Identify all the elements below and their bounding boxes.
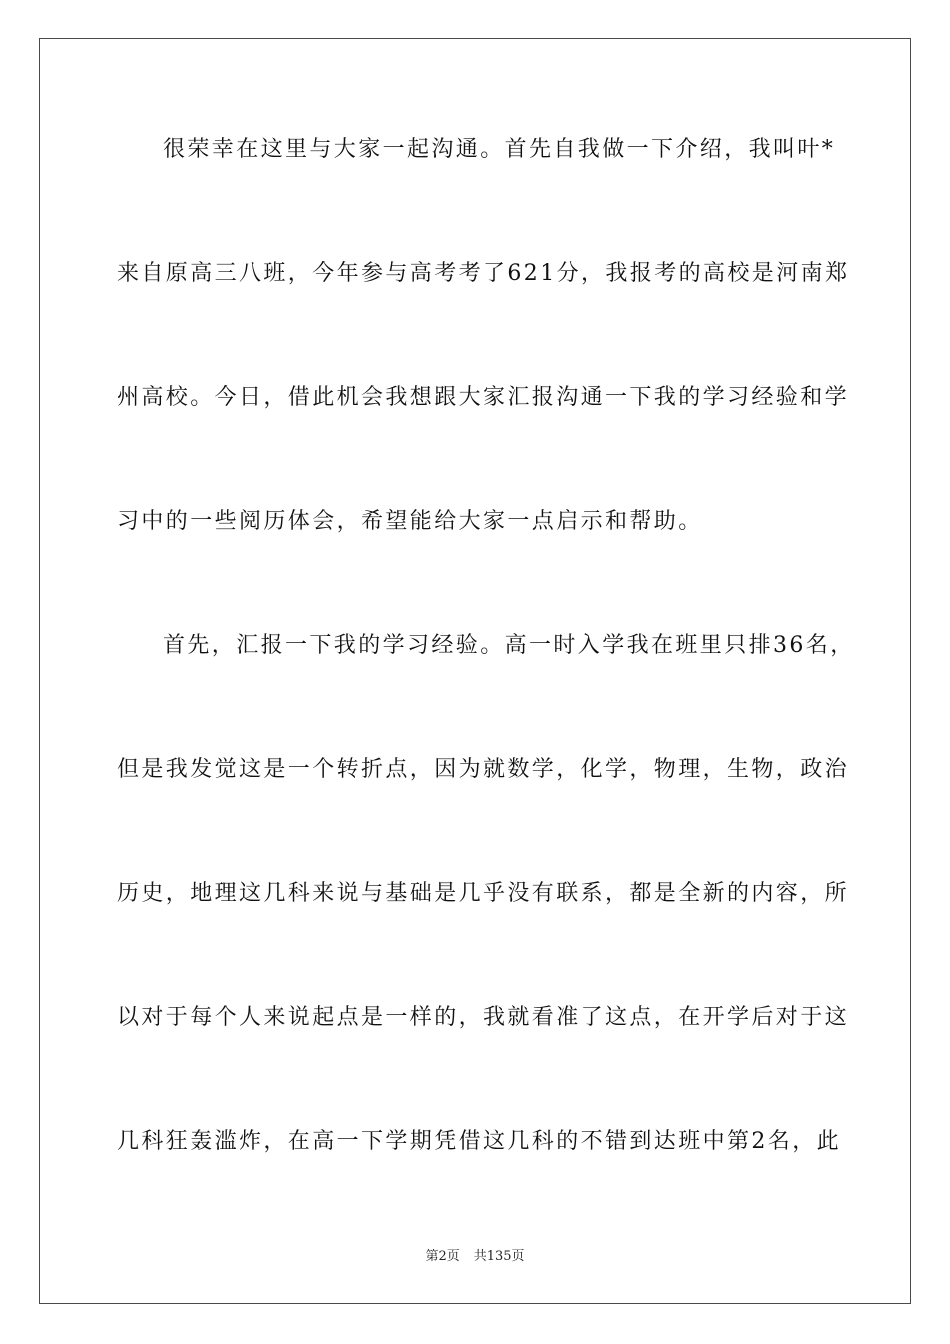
page-total: 共135页 [473,1249,525,1264]
paragraph-line: 州高校。今日，借此机会我想跟大家汇报沟通一下我的学习经验和学 [117,385,850,410]
page-number: 第2页 [425,1249,460,1264]
paragraph-line: 习中的一些阅历体会，希望能给大家一点启示和帮助。 [117,509,703,534]
paragraph-line: 以对于每个人来说起点是一样的，我就看准了这点，在开学后对于这 [117,1005,850,1030]
paragraph-line: 很荣幸在这里与大家一起沟通。首先自我做一下介绍，我叫叶* [163,137,836,162]
paragraph-line: 首先，汇报一下我的学习经验。高一时入学我在班里只排36名， [163,633,855,658]
page-frame [39,38,911,1304]
paragraph-line: 但是我发觉这是一个转折点，因为就数学，化学，物理，生物，政治 [117,757,850,782]
page-footer [0,1248,950,1266]
paragraph-line: 来自原高三八班，今年参与高考考了621分，我报考的高校是河南郑 [117,261,850,286]
paragraph-line: 历史，地理这几科来说与基础是几乎没有联系，都是全新的内容，所 [117,881,850,906]
paragraph-line: 几科狂轰滥炸，在高一下学期凭借这几科的不错到达班中第2名，此 [117,1129,841,1154]
